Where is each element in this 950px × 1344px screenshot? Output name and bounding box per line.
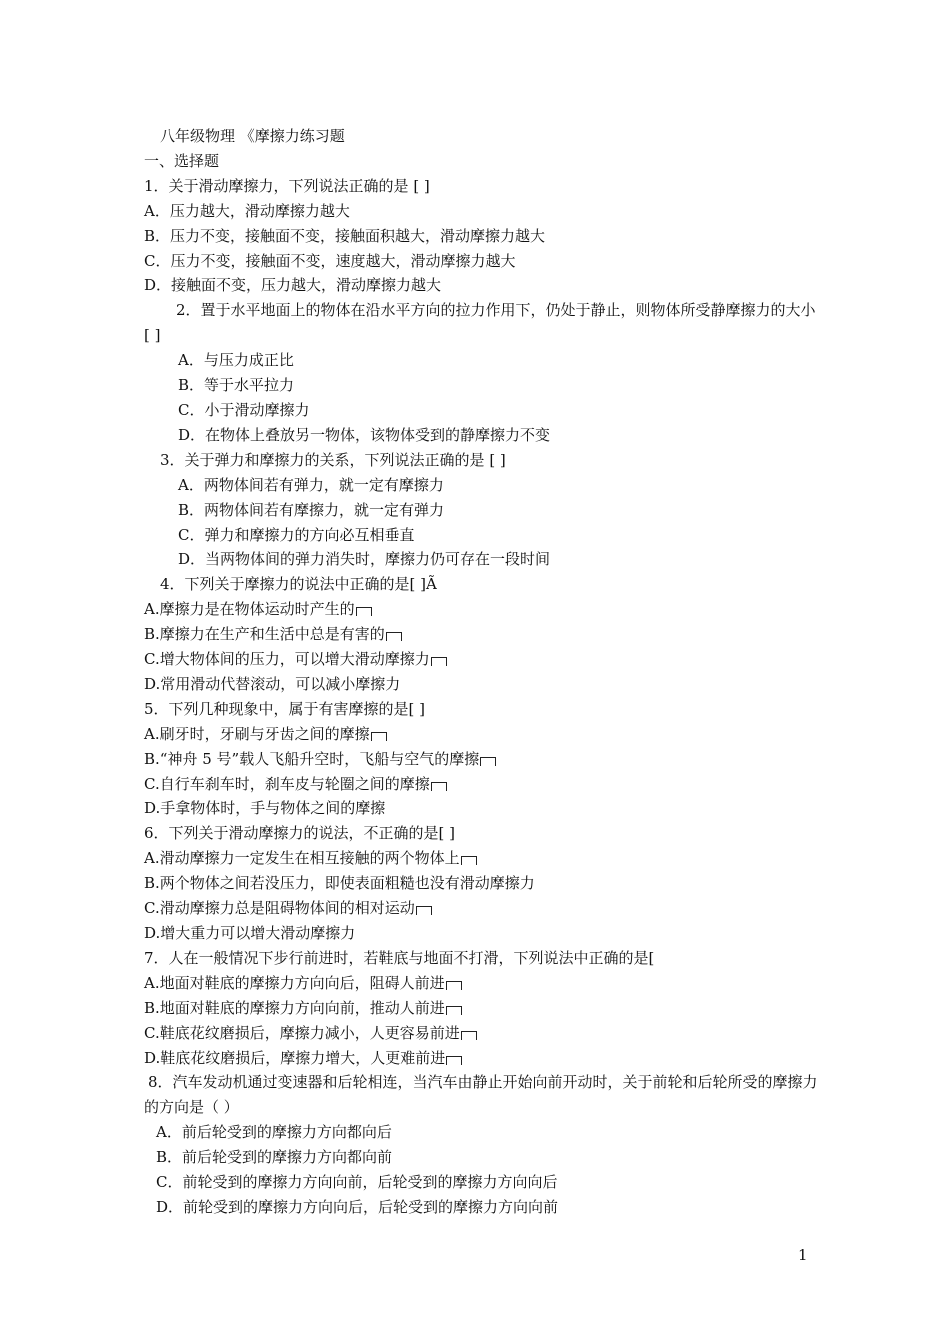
question-8-stem: 8．汽车发动机通过变速器和后轮相连，当汽车由静止开始向前开动时，关于前轮和后轮所受的摩擦力的方向是（ ） <box>144 1073 818 1117</box>
question-3-option-d: D．当两物体间的弹力消失时，摩擦力仍可存在一段时间 <box>178 550 551 569</box>
page-content <box>144 124 824 1220</box>
paragraph-mark-icon <box>461 856 477 865</box>
question-2-option-b: B．等于水平拉力 <box>178 376 295 395</box>
option-text: A.摩擦力是在物体运动时产生的 <box>144 600 355 619</box>
question-4-option-d: D.常用滑动代替滚动，可以减小摩擦力 <box>144 674 401 693</box>
question-7-option-b <box>144 996 824 1021</box>
option-text: D.鞋底花纹磨损后，摩擦力增大，人更难前进 <box>144 1048 446 1067</box>
option-text: A.地面对鞋底的摩擦力方向向后，阻碍人前进 <box>144 973 445 992</box>
question-4-option-a <box>144 597 824 622</box>
question-7-option-c <box>144 1021 824 1046</box>
question-2-option-c: C．小于滑动摩擦力 <box>178 400 310 419</box>
question-1-stem: 1．关于滑动摩擦力，下列说法正确的是 [ ] <box>144 176 430 195</box>
question-4-option-c <box>144 647 824 672</box>
question-5-option-d: D.手拿物体时，手与物体之间的摩擦 <box>144 799 386 818</box>
paragraph-mark-icon <box>431 782 447 791</box>
question-8-option-c: C．前轮受到的摩擦力方向向前，后轮受到的摩擦力方向向后 <box>156 1173 558 1192</box>
option-text: A.刷牙时，牙刷与牙齿之间的摩擦 <box>144 724 370 743</box>
question-6-option-c <box>144 896 824 921</box>
question-3-option-a: A．两物体间若有弹力，就一定有摩擦力 <box>178 475 444 494</box>
option-text: C.滑动摩擦力总是阻碍物体间的相对运动 <box>144 899 415 918</box>
option-text: A.滑动摩擦力一定发生在相互接触的两个物体上 <box>144 849 460 868</box>
question-6-stem: 6．下列关于滑动摩擦力的说法，不正确的是[ ] <box>144 824 456 843</box>
question-6-option-a <box>144 846 824 871</box>
question-2-stem: 2．置于水平地面上的物体在沿水平方向的拉力作用下，仍处于静止，则物体所受静摩擦力的大小 [ ] <box>144 301 816 345</box>
question-7-option-a <box>144 971 824 996</box>
option-text: B.摩擦力在生产和生活中总是有害的 <box>144 625 385 644</box>
question-2-option-d: D．在物体上叠放另一物体，该物体受到的静摩擦力不变 <box>178 425 551 444</box>
section-heading: 一、选择题 <box>144 151 220 170</box>
question-5-option-c <box>144 772 824 797</box>
question-1-option-b: B．压力不变，接触面不变，接触面积越大，滑动摩擦力越大 <box>144 226 546 245</box>
question-8-option-a: A．前后轮受到的摩擦力方向都向后 <box>156 1123 392 1142</box>
paragraph-mark-icon <box>480 757 496 766</box>
paragraph-mark-icon <box>416 906 432 915</box>
option-text: C.增大物体间的压力，可以增大滑动摩擦力 <box>144 650 430 669</box>
option-text: B.“神舟 5 号”载人飞船升空时，飞船与空气的摩擦 <box>144 749 480 768</box>
document-title: 八年级物理 《摩擦力练习题 <box>160 127 345 145</box>
paragraph-mark-icon <box>446 1056 462 1065</box>
question-6-option-d: D.增大重力可以增大滑动摩擦力 <box>144 924 356 942</box>
question-3-stem: 3．关于弹力和摩擦力的关系，下列说法正确的是 [ ] <box>160 450 506 469</box>
paragraph-mark-icon <box>446 1006 462 1015</box>
question-6-option-b: B.两个物体之间若没压力，即使表面粗糙也没有滑动摩擦力 <box>144 874 535 893</box>
paragraph-mark-icon <box>461 1031 477 1040</box>
question-1-option-d: D．接触面不变，压力越大，滑动摩擦力越大 <box>144 276 442 295</box>
option-text: B.地面对鞋底的摩擦力方向向前，推动人前进 <box>144 998 445 1017</box>
question-4-stem: 4．下列关于摩擦力的说法中正确的是[ ]Ã <box>160 575 437 594</box>
paragraph-mark-icon <box>446 981 462 990</box>
question-5-option-b <box>144 747 824 772</box>
question-2-option-a: A．与压力成正比 <box>178 351 294 370</box>
question-7-stem: 7．人在一般情况下步行前进时，若鞋底与地面不打滑，下列说法中正确的是[ <box>144 948 655 967</box>
page-number: 1 <box>798 1246 808 1264</box>
question-8-option-d: D．前轮受到的摩擦力方向向后，后轮受到的摩擦力方向向前 <box>156 1197 559 1216</box>
question-4-option-b <box>144 622 824 647</box>
question-7-option-d <box>144 1046 824 1071</box>
question-5-option-a <box>144 722 824 747</box>
question-5-stem: 5．下列几种现象中，属于有害摩擦的是[ ] <box>144 699 426 718</box>
option-text: C.自行车刹车时，刹车皮与轮圈之间的摩擦 <box>144 774 430 793</box>
question-1-option-c: C．压力不变，接触面不变，速度越大，滑动摩擦力越大 <box>144 251 516 270</box>
paragraph-mark-icon <box>431 657 447 666</box>
paragraph-mark-icon <box>371 732 387 741</box>
question-1-option-a: A．压力越大，滑动摩擦力越大 <box>144 201 350 220</box>
option-text: C.鞋底花纹磨损后，摩擦力减小，人更容易前进 <box>144 1023 460 1042</box>
question-8-option-b: B．前后轮受到的摩擦力方向都向前 <box>156 1148 393 1167</box>
question-3-option-b: B．两物体间若有摩擦力，就一定有弹力 <box>178 500 445 519</box>
question-3-option-c: C．弹力和摩擦力的方向必互相垂直 <box>178 525 415 544</box>
paragraph-mark-icon <box>386 632 402 641</box>
paragraph-mark-icon <box>356 607 372 616</box>
